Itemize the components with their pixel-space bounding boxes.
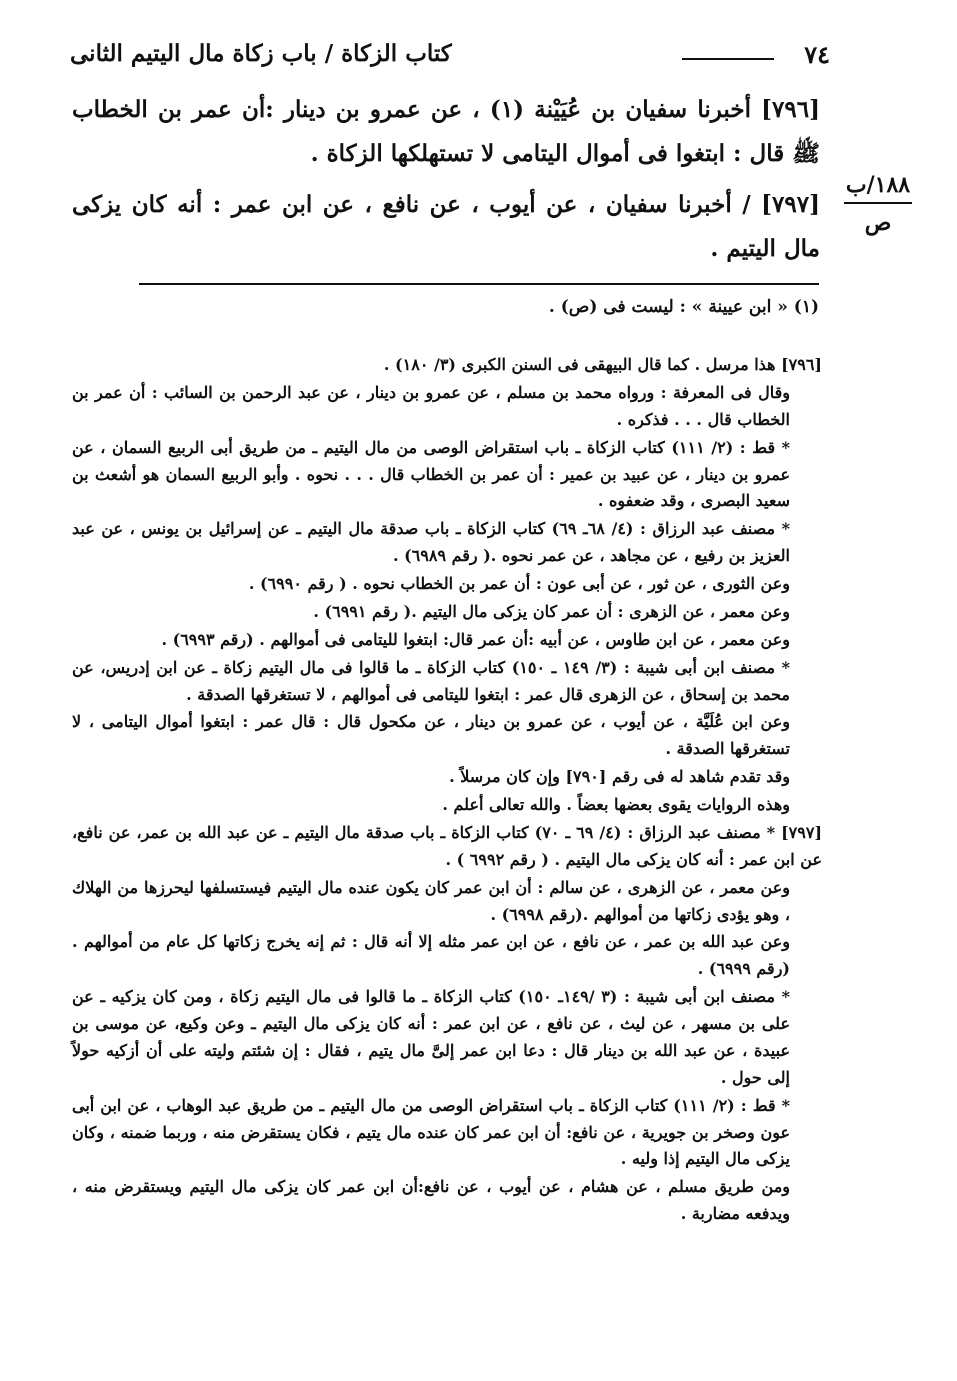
header-rule — [682, 58, 774, 60]
commentary-paragraph: وعن الثورى ، عن ثور ، عن أبى عون : أن عمر بن الخطاب نحوه . ( رقم ٦٩٩٠) . — [248, 574, 790, 593]
commentary-paragraph: [٧٩٦] هذا مرسل . كما قال البيهقى فى السنن الكبرى (٣/ ١٨٠) . — [383, 355, 822, 374]
manuscript-siglum: ص — [864, 210, 892, 236]
commentary-paragraph: وعن عبد الله بن عمر ، عن نافع ، عن ابن عمر مثله إلا أنه قال : ثم إنه يخرج زكاتها كل عام من أموالهم . (رقم ٦٩٩٩) . — [72, 932, 790, 979]
main-text — [72, 88, 820, 279]
commentary-paragraph: وقال فى المعرفة : ورواه محمد بن مسلم ، عن عمرو بن دينار ، عن عبد الرحمن بن السائب : أن عمر بن الخطاب قال . . . فذكره . — [72, 382, 790, 429]
commentary-section — [72, 352, 822, 1229]
commentary-paragraph: * مصنف ابن أبى شيبة : (٣/ ١٤٩ ـ ١٥٠) كتاب الزكاة ـ ما قالوا فى مال اليتيم زكاة ـ عن ابن إدريس، عن محمد بن إسحاق ، عن الزهرى قال عمر : ابتغوا لليتامى فى أموالهم ، لا تستغرقها الصدقة . — [72, 657, 790, 704]
commentary-paragraph: وعن معمر ، عن الزهرى ، عن سالم : أن ابن عمر كان يكون عنده مال اليتيم فيستسلفها ليحرزها من الهلاك ، وهو يؤدى زكاتها من أموالهم .(رقم ٦٩٩٨) . — [72, 877, 790, 924]
running-title: كتاب الزكاة / باب زكاة مال اليتيم الثانى — [70, 40, 452, 67]
commentary-paragraph: * قط : (٢/ ١١١) كتاب الزكاة ـ باب استقراض الوصى من مال اليتيم ـ من طريق عبد الوهاب ، عن ابن أبى عون وصخر بن جويرية ، عن نافع: أن ابن عمر كان عنده مال يتيم ، فكان يستقرض منه ، وربما ضمنه ، وكان يزكى مال اليتيم إذا وليه . — [72, 1095, 791, 1169]
folio-number: ١٨٨/ب — [845, 172, 911, 198]
footnote: (١) « ابن عيينة » : ليست فى (ص) . — [548, 297, 819, 317]
hadith-796: [٧٩٦] أخبرنا سفيان بن عُيَيْنة (١) ، عن عمرو بن دينار :أن عمر بن الخطاب ﷺ قال : ابتغوا فى أموال اليتامى لا تستهلكها الزكاة . — [72, 96, 820, 167]
margin-folio-note — [838, 172, 918, 236]
commentary-paragraph: وقد تقدم شاهد له فى رقم [٧٩٠] وإن كان مرسلاً . — [449, 767, 790, 787]
commentary-paragraph: وعن معمر ، عن ابن طاوس ، عن أبيه :أن عمر قال: ابتغوا لليتامى فى أموالهم . (رقم ٦٩٩٣) . — [161, 629, 790, 649]
commentary-paragraph: وعن معمر ، عن الزهرى : أن عمر كان يزكى مال اليتيم .( رقم ٦٩٩١) . — [313, 601, 790, 621]
footnote-rule — [139, 283, 819, 285]
commentary-paragraph: [٧٩٧] * مصنف عبد الرزاق : (٤/ ٦٩ ـ ٧٠) كتاب الزكاة ـ باب صدقة مال اليتيم ـ عن عبد الله بن عمر، عن نافع، عن ابن عمر : أنه كان يزكى مال اليتيم . ( رقم ٦٩٩٢ ) . — [72, 822, 823, 869]
commentary-paragraph: * مصنف عبد الرزاق : (٤/ ٦٨ـ ٦٩) كتاب الزكاة ـ باب صدقة مال اليتيم ـ عن إسرائيل بن يونس ، عن عبد العزيز بن رفيع ، عن مجاهد ، عن عمر نحوه .( رقم ٦٩٨٩) . — [72, 519, 790, 566]
commentary-paragraph: * قط : (٢/ ١١١) كتاب الزكاة ـ باب استقراض الوصى من مال اليتيم ـ من طريق أبى الربيع السمان ، عن عمرو بن دينار ، عن عبيد بن عمير : أن عمر بن الخطاب قال . . . نحوه . وأبو الربيع السمان هو أشعث بن سعيد البصرى ، وقد ضعفوه . — [72, 437, 791, 511]
commentary-paragraph: * مصنف ابن أبى شيبة : (٣ /١٤٩ـ ١٥٠) كتاب الزكاة ـ ما قالوا فى مال اليتيم زكاة ، ومن كان يزكيه ـ عن على بن مسهر ، عن ليث ، عن نافع ، عن ابن عمر : أنه كان يزكى مال اليتيم ـ وعن وكيع، عن موسى بن عبيدة ، عن عبد الله بن دينار قال : دعا ابن عمر إلىَّ مال يتيم ، فقال : إن شئتم وليته على أن أزكيه حولاً إلى حول . — [72, 987, 791, 1087]
commentary-paragraph: ومن طريق مسلم ، عن هشام ، عن أيوب ، عن نافع:أن ابن عمر كان يزكى مال اليتيم ويستقرض منه ، ويدفعه مضاربة . — [72, 1177, 790, 1224]
hadith-797: [٧٩٧] / أخبرنا سفيان ، عن أيوب ، عن نافع ، عن ابن عمر : أنه كان يزكى مال اليتيم . — [72, 191, 820, 263]
commentary-paragraph: وعن ابن عُلَيَّة ، عن أيوب ، عن عمرو بن دينار ، عن مكحول قال : قال عمر : ابتغوا أموال اليتامى ، لا تستغرقها الصدقة . — [72, 712, 791, 759]
page-header — [70, 40, 830, 82]
page-number: ٧٤ — [804, 40, 830, 69]
margin-rule — [844, 202, 912, 204]
commentary-paragraph: وهذه الروايات يقوى بعضها بعضاً . والله تعالى أعلم . — [442, 795, 790, 814]
